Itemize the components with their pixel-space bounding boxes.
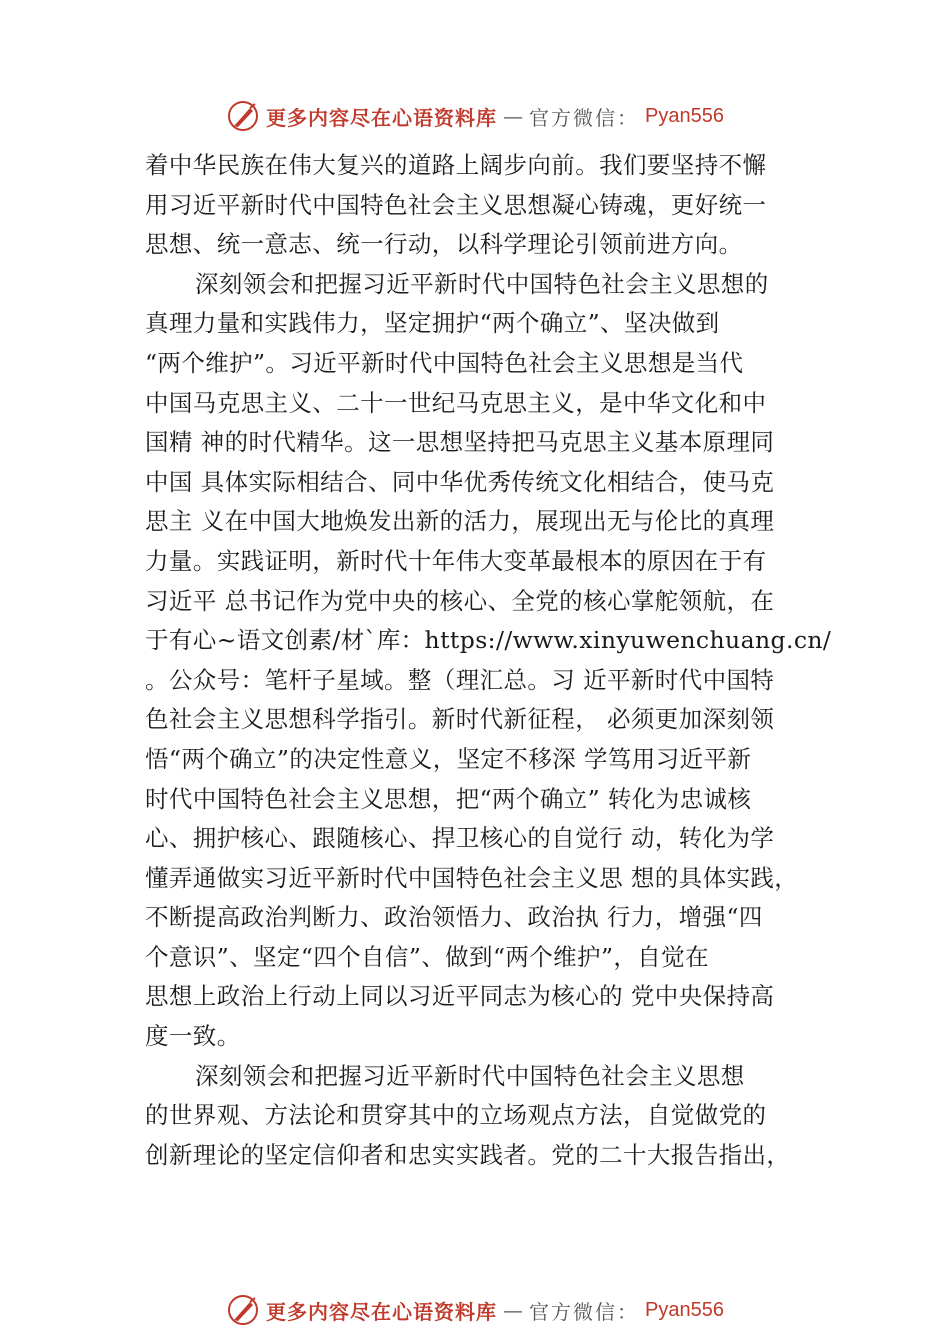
watermark-separator: — xyxy=(503,1298,524,1322)
watermark-account: Pyan556 xyxy=(645,1298,724,1321)
text-line: 时代中国特色社会主义思想，把“两个确立” 转化为忠诚核 xyxy=(145,784,752,813)
text-line: 中国马克思主义、二十一世纪马克思主义，是中华文化和中 xyxy=(145,388,767,417)
watermark-separator: — xyxy=(503,104,524,128)
text-line: “两个维护”。习近平新时代中国特色社会主义思想是当代 xyxy=(145,348,744,377)
text-line: 真理力量和实践伟力，坚定拥护“两个确立”、坚决做到 xyxy=(145,309,720,338)
text-line: 深刻领会和把握习近平新时代中国特色社会主义思想的 xyxy=(195,269,769,298)
watermark-account: Pyan556 xyxy=(645,104,724,127)
text-line: 思想上政治上行动上同以习近平同志为核心的 党中央保持高 xyxy=(145,982,775,1011)
text-line: 创新理论的坚定信仰者和忠实实践者。党的二十大报告指出， xyxy=(145,1140,791,1169)
watermark-brand: 更多内容尽在心语资料库 xyxy=(266,105,498,130)
text-line: 度一致。 xyxy=(145,1022,241,1051)
text-line: 不断提高政治判断力、政治领悟力、政治执 行力，增强“四 xyxy=(145,903,763,932)
text-line: 思想、统一意志、统一行动，以科学理论引领前进方向。 xyxy=(145,230,743,259)
text-line: 力量。实践证明，新时代十年伟大变革最根本的原因在于有 xyxy=(145,546,767,575)
watermark-official-label: 官方微信： xyxy=(529,1299,640,1324)
text-line: 国精 神的时代精华。这一思想坚持把马克思主义基本原理同 xyxy=(145,428,775,457)
document-body xyxy=(145,146,845,1175)
footer-watermark xyxy=(0,1288,950,1332)
watermark-brand: 更多内容尽在心语资料库 xyxy=(266,1299,498,1324)
text-line: 思主 义在中国大地焕发出新的活力，展现出无与伦比的真理 xyxy=(145,507,775,536)
text-line: 心、拥护核心、跟随核心、捍卫核心的自觉行 动，转化为学 xyxy=(145,824,775,853)
text-line: 懂弄通做实习近平新时代中国特色社会主义思 想的具体实践， xyxy=(145,863,799,892)
text-line: 的世界观、方法论和贯穿其中的立场观点方法，自觉做党的 xyxy=(145,1101,767,1130)
text-line: 于有心~语文创素/材`库：https://www.xinyuwenchuang.cn/ xyxy=(145,626,832,655)
header-watermark xyxy=(0,94,950,138)
quill-logo-icon xyxy=(226,99,260,133)
paragraph xyxy=(145,265,845,1057)
text-line: 色社会主义思想科学指引。新时代新征程， 必须更加深刻领 xyxy=(145,705,775,734)
watermark-official-label: 官方微信： xyxy=(529,105,640,130)
text-line: 。公众号：笔杆子星域。整（理汇总。习 近平新时代中国特 xyxy=(145,665,775,694)
text-line: 悟“两个确立”的决定性意义，坚定不移深 学笃用习近平新 xyxy=(145,744,752,773)
paragraph xyxy=(145,1057,845,1176)
text-line: 着中华民族在伟大复兴的道路上阔步向前。我们要坚持不懈 xyxy=(145,151,767,179)
paragraph xyxy=(145,146,845,265)
text-line: 用习近平新时代中国特色社会主义思想凝心铸魂，更好统一 xyxy=(145,190,767,219)
text-line: 习近平 总书记作为党中央的核心、全党的核心掌舵领航，在 xyxy=(145,586,775,615)
text-line: 中国 具体实际相结合、同中华优秀传统文化相结合，使马克 xyxy=(145,467,775,496)
quill-logo-icon xyxy=(226,1293,260,1327)
text-line: 个意识”、坚定“四个自信”、做到“两个维护”，自觉在 xyxy=(145,942,709,971)
text-line: 深刻领会和把握习近平新时代中国特色社会主义思想 xyxy=(195,1061,745,1090)
